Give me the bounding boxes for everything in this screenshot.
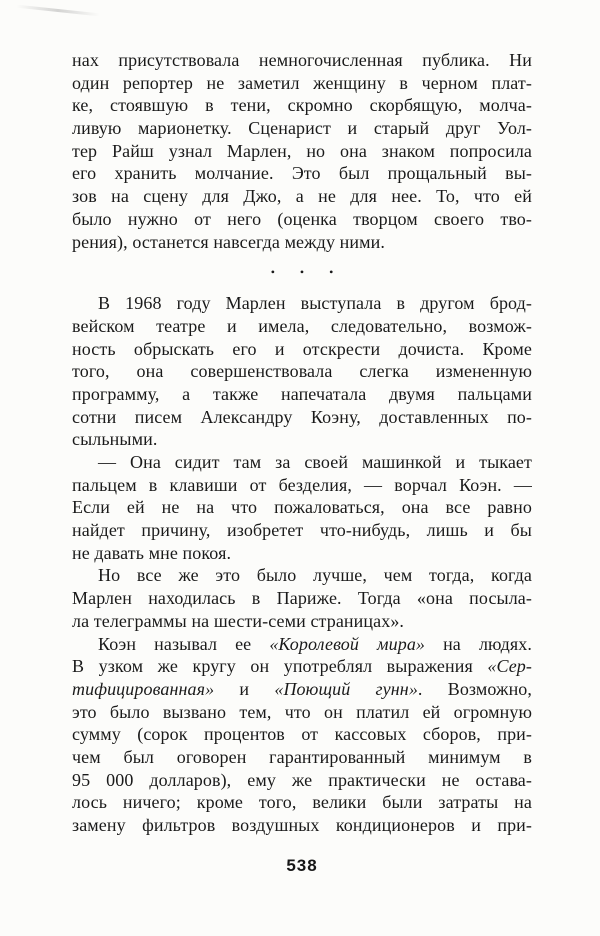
- text-line: [72, 769, 532, 792]
- text-segment: на людях.: [425, 633, 532, 654]
- text-segment: было нужно от него (оценка творцом своего тво-: [72, 208, 532, 229]
- text-line: [72, 542, 532, 565]
- text-line: [72, 519, 532, 542]
- scan-smudge: [16, 5, 100, 17]
- text-line: [72, 72, 532, 95]
- text-segment: лось ничего; кроме того, велики были затраты на: [72, 792, 532, 813]
- text-segment: сотни писем Александру Коэну, доставленных по-: [72, 406, 532, 427]
- italic-text: «Поющий гунн»: [274, 678, 418, 699]
- text-segment: программу, а также напечатала двумя пальцами: [72, 383, 532, 404]
- text-line: [72, 231, 532, 254]
- text-segment: В 1968 году Марлен выступала в другом брод-: [98, 293, 532, 314]
- text-segment: это было вызвано тем, что он платил ей огромную: [72, 701, 532, 722]
- text-line: [72, 701, 532, 724]
- text-line: [72, 791, 532, 814]
- text-line: [72, 162, 532, 185]
- text-line: [72, 655, 532, 678]
- text-segment: Коэн называл ее: [98, 633, 270, 654]
- text-line: [72, 564, 532, 587]
- italic-text: тифицированная»: [72, 678, 215, 699]
- section-separator: • • •: [270, 265, 345, 280]
- text-segment: — Она сидит там за своей машинкой и тыкает: [98, 452, 532, 472]
- text-segment: ливую марионетку. Сценарист и старый друг Уол-: [72, 118, 532, 139]
- text-line: [72, 208, 532, 231]
- text-line: [72, 49, 532, 72]
- text-segment: пальцем в клавиши от безделия, — ворчал Коэн. —: [72, 474, 532, 495]
- text-segment: не давать мне покоя.: [72, 542, 232, 563]
- italic-text: «Сер-: [487, 656, 532, 677]
- text-segment: 95 000 долларов), ему же практически не остава-: [72, 769, 532, 790]
- text-line: [72, 746, 532, 769]
- text-segment: тер Райш узнал Марлен, но она знаком попросила: [72, 140, 532, 161]
- text-segment: зов на сцену для Джо, а не для нее. То, что ей: [72, 186, 532, 207]
- text-segment: его хранить молчание. Это был прощальный вы-: [72, 163, 532, 184]
- text-segment: рения), останется навсегда между ними.: [72, 231, 385, 252]
- text-segment: ке, стоявшую в тени, скромно скорбящую, молча-: [72, 95, 532, 116]
- text-segment: один репортер не заметил женщину в черном плат-: [72, 72, 532, 93]
- text-line: [72, 474, 532, 497]
- text-line: [72, 610, 532, 633]
- text-line: [72, 360, 532, 383]
- text-segment: ла телеграммы на шести-семи страницах».: [72, 610, 405, 631]
- text-line: [72, 587, 532, 610]
- text-segment: сумму (сорок процентов от кассовых сборов, при-: [72, 724, 532, 745]
- text-line: [72, 383, 532, 406]
- text-segment: нах присутствовала немногочисленная публика. Ни: [72, 50, 532, 70]
- text-line: [72, 292, 532, 315]
- text-segment: Но все же это было лучше, чем тогда, когда: [98, 565, 532, 586]
- text-line: [72, 406, 532, 429]
- text-line: [72, 678, 532, 701]
- text-segment: В узком же кругу он употреблял выражения: [72, 656, 488, 677]
- text-line: [72, 338, 532, 361]
- page-number: 538: [286, 856, 318, 875]
- text-segment: ность обрыскать его и отскрести дочиста. Кроме: [72, 338, 532, 359]
- text-segment: . Возможно,: [417, 678, 532, 699]
- text-segment: чем был оговорен гарантированный минимум в: [72, 746, 532, 767]
- text-line: [72, 94, 532, 117]
- text-line: [72, 185, 532, 208]
- text-segment: найдет причину, изобретет что-нибудь, лишь и бы: [72, 520, 532, 541]
- text-line: [72, 496, 532, 519]
- text-line: [72, 315, 532, 338]
- text-line: [72, 117, 532, 140]
- text-segment: Если ей не на что пожаловаться, она все равно: [72, 497, 532, 518]
- text-segment: того, она совершенствовала слегка измененную: [72, 361, 532, 382]
- text-segment: Марлен находилась в Париже. Тогда «она посыла-: [72, 588, 532, 609]
- italic-text: «Королевой мира»: [269, 633, 426, 654]
- text-line: [72, 140, 532, 163]
- text-line: [72, 723, 532, 746]
- text-line: [72, 428, 532, 451]
- text-block: [72, 49, 532, 837]
- text-line: [72, 814, 532, 837]
- text-segment: сыльными.: [72, 429, 158, 450]
- text-line: [72, 633, 532, 656]
- text-segment: замену фильтров воздушных кондиционеров и при-: [72, 815, 532, 835]
- text-segment: вейском театре и имела, следовательно, возмож-: [72, 315, 532, 336]
- text-segment: и: [214, 678, 275, 699]
- text-line: [72, 451, 532, 474]
